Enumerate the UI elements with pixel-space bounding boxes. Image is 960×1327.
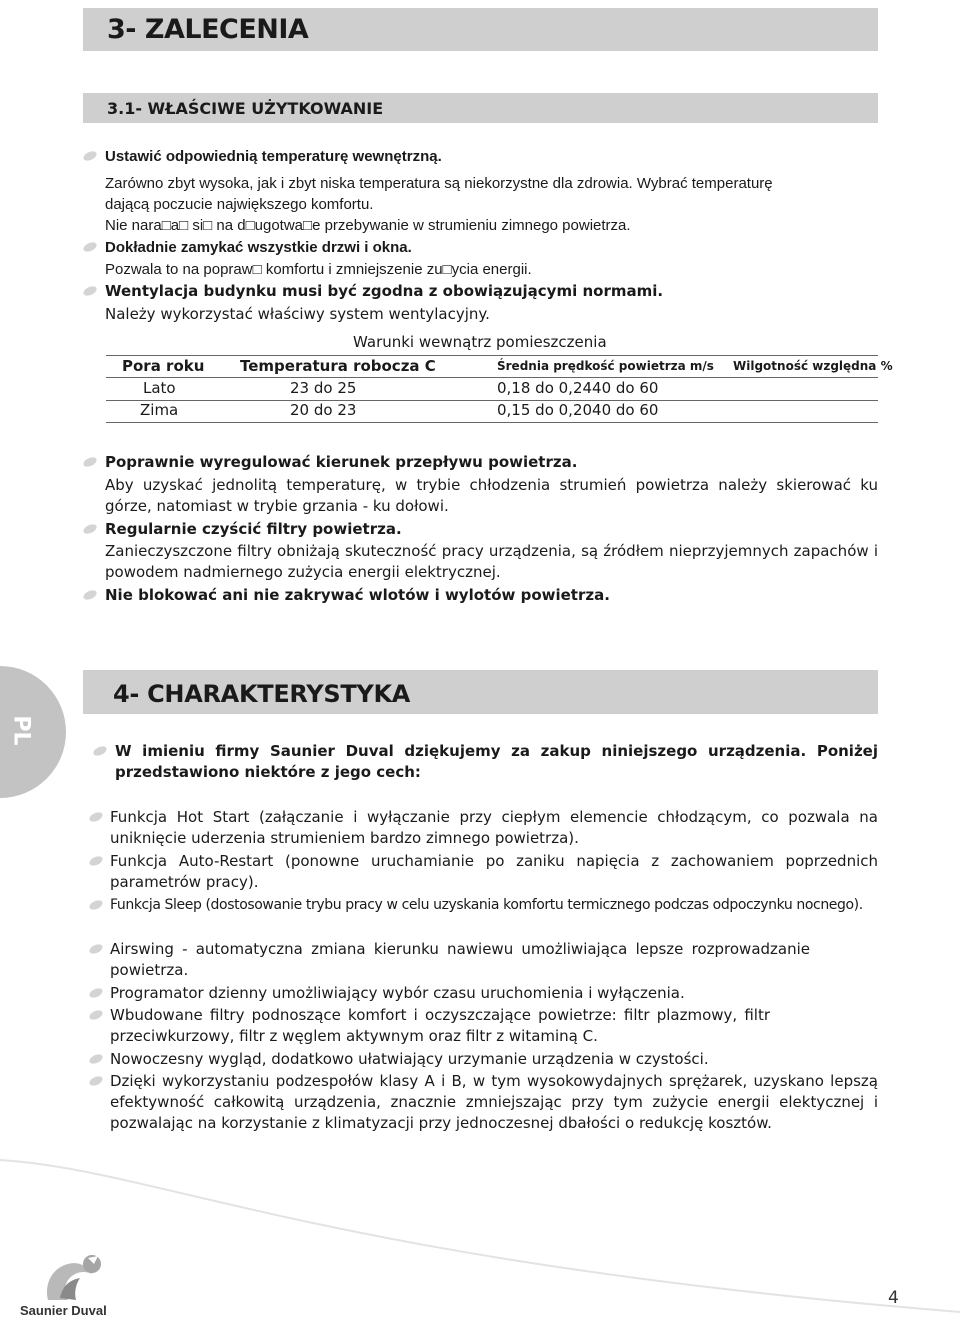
bullet-icon (82, 284, 98, 297)
section-heading-bar (83, 8, 878, 51)
feature-item: Dzięki wykorzystaniu podzespołów klasy A i B, w tym wysokowydajnych sprężarek, uzyskano lepszą efektywność całkowitą urządzenia, znacznie zmniejszając przy tym zużycie energii elektycznej i pozwalając na korzystanie z klimatyzacji przy jednoczesnej dbałości o redukcję kosztów. (110, 1072, 878, 1132)
feature-item: Programator dzienny umożliwiający wybór czasu uruchomienia i wyłączenia. (110, 984, 685, 1002)
subsection-heading: 3.1- WŁAŚCIWE UŻYTKOWANIE (107, 99, 384, 118)
bullet-icon (88, 1052, 104, 1065)
paragraph-line: Zarówno zbyt wysoka, jak i zbyt niska temperatura są niekorzystne dla zdrowia. Wybrać temperaturę (105, 175, 773, 192)
feature-item: Funkcja Hot Start (załączanie i wyłączanie przy ciepłym elemencie chłodzącym, co pozwala na uniknięcie uderzenia strumieniem bardzo zimnego powietrza). (110, 808, 878, 847)
recommendation-title: Ustawić odpowiednią temperaturę wewnętrzną. (105, 148, 442, 165)
section-heading: 4- CHARAKTERYSTYKA (113, 680, 411, 708)
table-rule-bottom (106, 422, 878, 423)
table-cell: Zima (140, 401, 179, 419)
saunier-duval-logo-icon (38, 1248, 106, 1304)
bullet-icon (88, 1008, 104, 1021)
feature-item: Funkcja Sleep (dostosowanie trybu pracy w celu uzyskania komfortu termicznego podczas odpoczynku nocnego). (110, 897, 863, 913)
recommendation-title: Dokładnie zamykać wszystkie drzwi i okna. (105, 239, 412, 256)
feature-item: Airswing - automatyczna zmiana kierunku nawiewu umożliwiająca lepsze rozprowadzanie powietrza. (110, 940, 810, 979)
bullet-icon (88, 898, 104, 911)
decorative-swirl (0, 1150, 960, 1327)
table-cell: 23 do 25 (290, 379, 357, 397)
table-caption: Warunki wewnątrz pomieszczenia (353, 333, 607, 351)
table-rule-header (106, 377, 878, 378)
bullet-icon (88, 810, 104, 823)
table-header-season: Pora roku (122, 357, 205, 375)
table-header-temperature: Temperatura robocza C (240, 357, 436, 375)
language-tab-label: PL (8, 715, 34, 746)
recommendation-title: Regularnie czyścić filtry powietrza. (105, 520, 402, 538)
bullet-icon (82, 240, 98, 253)
table-rule-row (106, 400, 878, 401)
paragraph: Zanieczyszczone filtry obniżają skuteczność pracy urządzenia, są źródłem nieprzyjemnych zapachów i powodem nadmiernego zużycia energii elektrycznej. (105, 542, 878, 581)
bullet-icon (82, 149, 98, 162)
bullet-icon (82, 588, 98, 601)
paragraph-line: Należy wykorzystać właściwy system wentylacyjny. (105, 305, 490, 323)
intro-paragraph: W imieniu firmy Saunier Duval dziękujemy za zakup niniejszego urządzenia. Poniżej przedstawiono niektóre z jego cech: (115, 742, 878, 781)
brand-name: Saunier Duval (20, 1303, 107, 1318)
table-rule-top (106, 355, 878, 356)
section-heading: 3- ZALECENIA (107, 14, 309, 45)
paragraph-line: dającą poczucie największego komfortu. (105, 196, 374, 213)
bullet-icon (88, 1074, 104, 1087)
feature-item: Funkcja Auto-Restart (ponowne uruchamianie po zaniku napięcia z zachowaniem poprzednich parametrów pracy). (110, 852, 878, 891)
recommendation-title: Poprawnie wyregulować kierunek przepływu powietrza. (105, 453, 578, 471)
bullet-icon (88, 942, 104, 955)
bullet-icon (82, 522, 98, 535)
recommendation-title: Nie blokować ani nie zakrywać wlotów i wylotów powietrza. (105, 586, 610, 604)
feature-item: Nowoczesny wygląd, dodatkowo ułatwiający urzymanie urządzenia w czystości. (110, 1050, 709, 1068)
bullet-icon (88, 854, 104, 867)
bullet-icon (88, 986, 104, 999)
recommendation-title: Wentylacja budynku musi być zgodna z obowiązującymi normami. (105, 282, 664, 300)
feature-item: Wbudowane filtry podnoszące komfort i oczyszczające powietrze: filtr plazmowy, filtr przeciwkurzowy, filtr z węglem aktywnym oraz filtr z witaminą C. (110, 1006, 770, 1045)
table-cell: Lato (143, 379, 176, 397)
section-heading-bar (83, 670, 878, 714)
language-tab (0, 666, 66, 798)
bullet-icon (92, 744, 108, 757)
paragraph-line: Pozwala to na popraw□ komfortu i zmniejszenie zu□ycia energii. (105, 261, 532, 278)
bullet-icon (82, 455, 98, 468)
subsection-heading-bar (83, 93, 878, 123)
table-cell: 20 do 23 (290, 401, 357, 419)
paragraph: Aby uzyskać jednolitą temperaturę, w trybie chłodzenia strumień powietrza należy skierować ku górze, natomiast w trybie grzania - ku dołowi. (105, 476, 878, 515)
paragraph-line: Nie nara□a□ si□ na d□ugotwa□e przebywanie w strumieniu zimnego powietrza. (105, 217, 631, 234)
table-cell: 0,18 do 0,2440 do 60 (497, 379, 659, 397)
table-cell: 0,15 do 0,2040 do 60 (497, 401, 659, 419)
table-header-humidity: Wilgotność względna % (733, 359, 893, 373)
page-number: 4 (888, 1288, 899, 1308)
table-header-air-speed: Średnia prędkość powietrza m/s (497, 359, 714, 373)
